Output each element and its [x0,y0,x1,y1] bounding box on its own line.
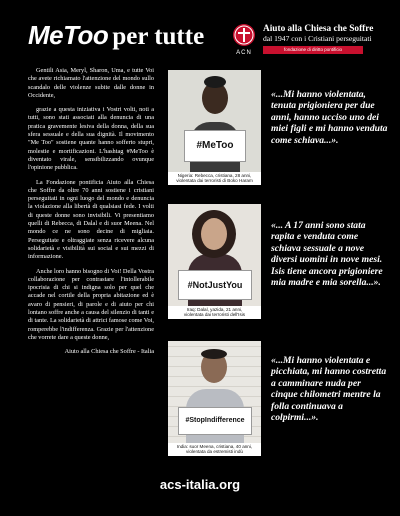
caption-line: violentata dai terroristi di Boko Haram [176,178,253,184]
photo-meena [168,341,261,456]
letter-paragraph-1: Gentili Asia, Meryl, Sharon, Uma, e tutte Voi che avete richiamato l'attenzione del mondo sullo scandalo delle violenze subite dalle donne in Occidente, [28,67,154,99]
letter-body [28,67,154,363]
photo-rebecca [168,70,261,185]
page-title [28,20,204,60]
title-rest: per tutte [112,23,205,50]
quote-meena: «...Mi hanno violentata e picchiata, mi hanno costretta a camminare nuda per cinque chilometri mentre la folla continuava a colpirmi...». [271,355,387,424]
letter-signature: Aiuto alla Chiesa che Soffre - Italia [64,348,154,356]
sign-stopindifference: #StopIndifference [178,407,252,435]
letter-paragraph-2: grazie a questa iniziativa i Vostri volti, noti a tutti, sono stati associati alla denuncia di una pratica gravemente lesiva della donna, della sua sfera sessuale e della sua dignità. Il movimento "Me Too" sostiene quante hanno sofferto stupri, molestie e mortificazioni. L'hashtag #MeToo è diventato virale, sensibilizzando ovunque l'opinione pubblica. [28,106,154,172]
title-metoo: MeToo [28,20,109,50]
caption-meena [168,443,261,456]
caption-line: violentata dai terroristi dell'Isis [183,312,246,318]
acs-logo [233,24,383,74]
quote-dalal: «... A 17 anni sono stata rapita e venduta come schiava sessuale a nove diversi uomini in nove mesi. Isis tiene ancora prigioniere mia madre e mia sorella...». [271,220,383,289]
quote-rebecca: «...Mi hanno violentata, tenuta prigioniera per due anni, hanno ucciso uno dei miei figli e mi hanno venduta come schiava...». [271,89,388,146]
logo-text [263,24,385,44]
photo-dalal [168,204,261,319]
letter-paragraph-3: La Fondazione pontificia Aiuto alla Chiesa che Soffre da oltre 70 anni sostiene i cristiani perseguitati in ogni luogo del mondo e denuncia la violazione alla libertà di qualsiasi fede. I volti di queste donne sono invisibili. Vi presentiamo quelli di Rebecca, di Dalal e di suor Meena. Nel mondo ce ne sono decine di migliaia. Perseguitate e oltraggiate senza ricevere alcuna solidarietà e visibilità sui social e sui mezzi di informazione. [28,178,154,261]
letter-paragraph-4: Anche loro hanno bisogno di Voi! Della Vostra collaborazione per contrastare l'intollerabile ipocrisia di chi si indigna solo per quel che accade nel cortile della propria abitazione ed è avaro di pensieri, di parole e di aiuto per chi lontano soffre anche a causa del silenzio di tanti e di tante. La solidarietà di attrici famose come Voi, romperebbe l'indifferenza. Grazie per l'attenzione che vorrete dare a queste donne, [28,267,154,341]
cross-icon [233,24,255,46]
logo-band: fondazione di diritto pontificio [263,46,363,54]
caption-line: violentata da estremisti indù [186,449,243,455]
caption-line: India: suor Meena, cristiana, 40 anni, [176,443,253,449]
logo-line1: Aiuto alla Chiesa che Soffre [263,24,374,34]
sign-metoo: #MeToo [184,130,246,162]
footer-url[interactable]: acs-italia.org [159,477,241,492]
caption-line: Nigeria: Rebecca, cristiana, 28 anni, [177,172,252,178]
sign-notjustyou: #NotJustYou [178,270,252,300]
caption-dalal [168,306,261,319]
caption-rebecca [168,172,261,185]
logo-acronym: ACN [236,50,252,56]
caption-line: Iraq: Dalal, yazida, 21 anni, [186,306,243,312]
logo-line2: dal 1947 con i Cristiani perseguitati [263,34,372,43]
